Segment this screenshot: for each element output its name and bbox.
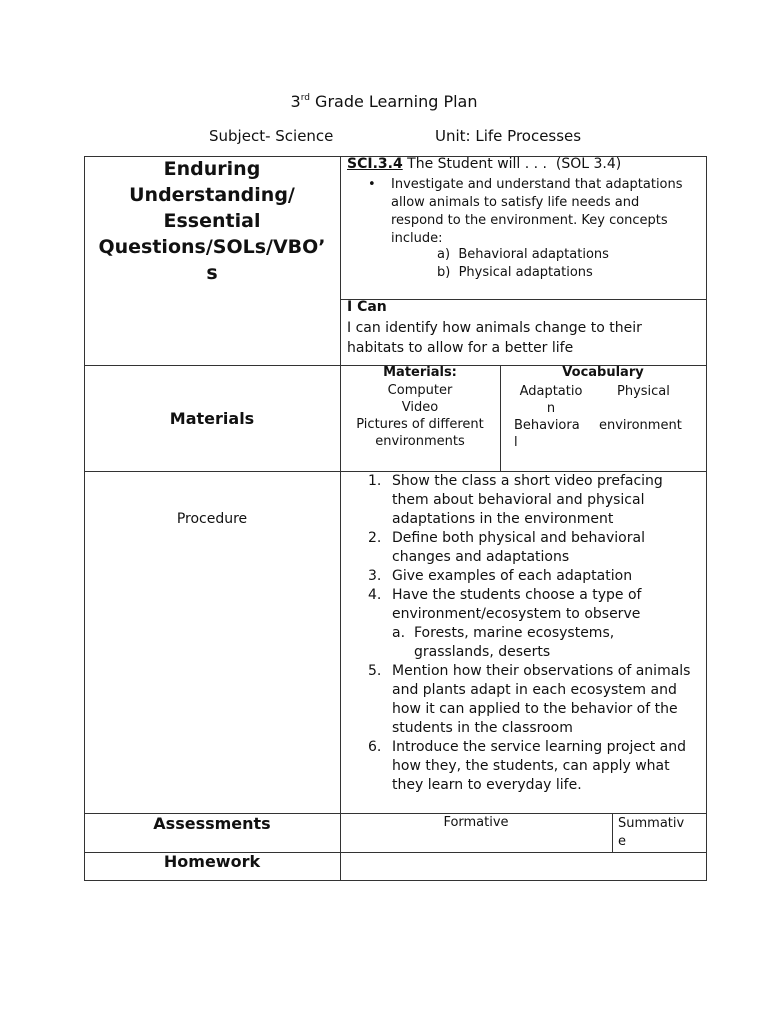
vocab-word: environment <box>599 418 682 433</box>
homework-label: Homework <box>163 852 261 871</box>
list-item: 3. Give examples of each adaptation <box>368 568 633 584</box>
materials-heading: Materials: <box>383 365 457 380</box>
list-item: 1. Show the class a short video prefacing them about behavioral and physical adaptations in the environment <box>368 473 663 527</box>
list-item: Pictures of different environments <box>356 417 484 449</box>
formative-label: Formative <box>443 815 509 830</box>
materials-vocab-divider <box>500 365 501 472</box>
subject-label: Subject- Science <box>209 127 334 145</box>
page-title: 3rd Grade Learning Plan <box>290 92 478 111</box>
list-item: 6. Introduce the service learning project and how they, the students, can apply what they learn to everyday life. <box>368 739 686 793</box>
list-item: Video <box>401 400 439 415</box>
assessments-label: Assessments <box>153 814 271 833</box>
sol-intro: The Student will . . . (SOL 3.4) <box>402 156 622 172</box>
list-item: 4. Have the students choose a type of environment/ecosystem to observe <box>368 587 642 622</box>
list-item: 5. Mention how their observations of animals and plants adapt in each ecosystem and how it can applied to the behavior of the students in the classroom <box>368 663 691 736</box>
list-item: a. Forests, marine ecosystems, grasslands, deserts <box>392 625 615 660</box>
ican-title: I Can <box>347 299 387 315</box>
summative-label: Summativ e <box>618 816 685 849</box>
list-item: b) Physical adaptations <box>437 265 593 280</box>
list-item: Computer <box>387 383 453 398</box>
materials-label: Materials <box>169 409 255 428</box>
enduring-heading: Enduring Understanding/ Essential Questions/SOLs/VBO’ s <box>98 158 326 284</box>
list-item: 2. Define both physical and behavioral changes and adaptations <box>368 530 645 565</box>
materials-list <box>340 382 500 450</box>
list-item: a) Behavioral adaptations <box>437 247 609 262</box>
key-concepts-list <box>437 246 609 282</box>
unit-label: Unit: Life Processes <box>435 127 582 145</box>
procedure-list <box>368 472 702 795</box>
vocab-word: Adaptatio n <box>519 384 583 416</box>
divider-ican <box>340 299 707 300</box>
table-border-bottom <box>84 880 707 881</box>
vocab-word: Behaviora l <box>514 418 580 450</box>
table-border-right <box>706 156 707 881</box>
sol-bullet <box>368 176 683 248</box>
sol-code: SCI.3.4 <box>347 156 403 172</box>
ican-text: I can identify how animals change to their habitats to allow for a better life <box>347 320 642 356</box>
procedure-label: Procedure <box>176 511 248 527</box>
bullet-icon: • <box>368 177 376 192</box>
vocabulary-heading: Vocabulary <box>562 365 644 380</box>
column-divider <box>340 156 341 881</box>
vocab-word: Physical <box>617 384 670 399</box>
sol-bullet-text: Investigate and understand that adaptations allow animals to satisfy life needs and respond to the environment. Key concepts include: <box>391 177 683 246</box>
formative-summative-divider <box>612 813 613 853</box>
sol-header <box>347 156 621 172</box>
